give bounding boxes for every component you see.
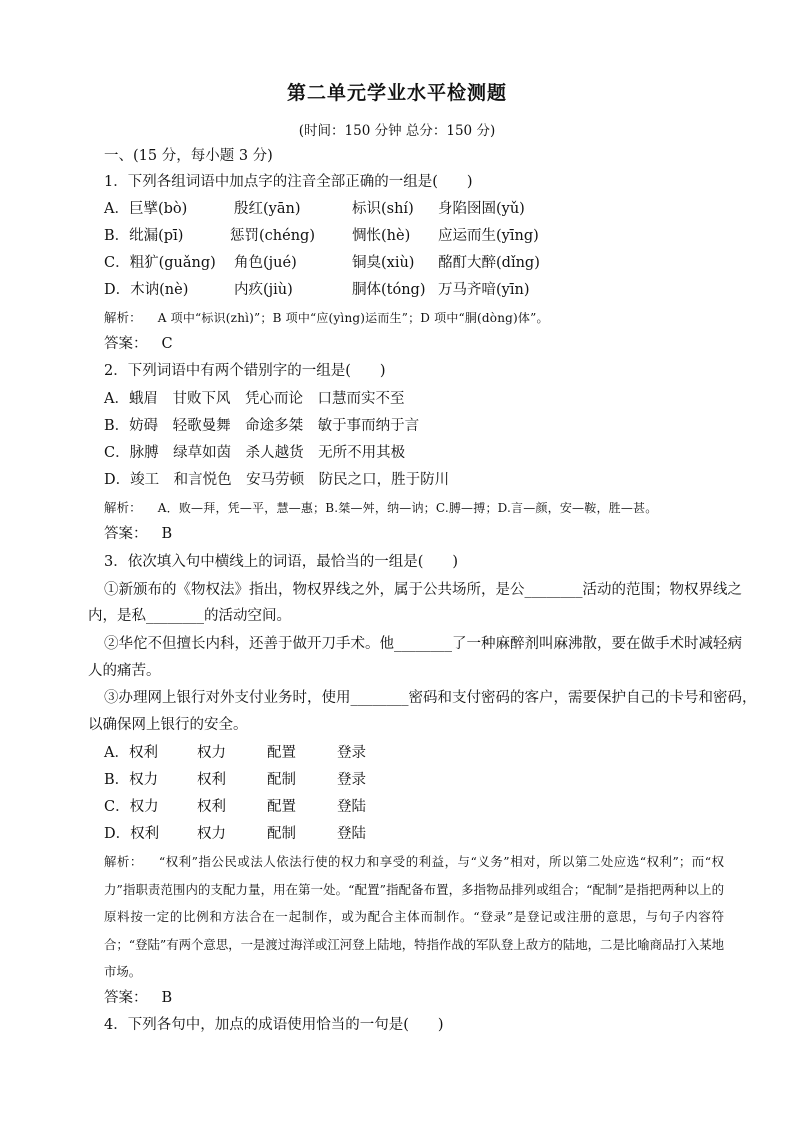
- q3-option-b-word4: 登录: [337, 772, 366, 788]
- answer-value: B: [161, 990, 173, 1006]
- q3-sentence-1-line-1: ①新颁布的《物权法》指出，物权界线之外，属于公共场所，是公________活动的范围；物权界线之: [104, 582, 742, 598]
- q3-sentence-3-line-2: 以确保网上银行的安全。: [88, 717, 248, 733]
- analysis-text: A．败—拜，凭—平，慧—惠；B.桀—舛，纳—讷；C.膊—搏；D.言—颜，安—鞍，胜—甚。: [157, 501, 658, 515]
- q3-option-d-word4: 登陆: [337, 826, 366, 842]
- q3-option-a-word4: 登录: [337, 745, 366, 761]
- q1-option-c-word4: 酩酊大醉(dǐng): [438, 255, 540, 271]
- answer-value: C: [161, 336, 173, 352]
- q1-option-a-word3: 标识(shí): [352, 201, 414, 217]
- q2-option-b: B．妨碍 轻歌曼舞 命途多桀 敏于事而纳于言: [104, 418, 420, 434]
- q3-sentence-1-line-2: 内，是私________的活动空间。: [88, 608, 291, 624]
- q3-option-a-word2: 权力: [197, 745, 226, 761]
- q3-option-d-word3: 配制: [267, 826, 296, 842]
- page-title: 第二单元学业水平检测题: [286, 82, 507, 104]
- question-1-analysis: [104, 308, 549, 328]
- q3-option-c-word3: 配置: [267, 799, 296, 815]
- q1-option-b-word1: B．纰漏(pī): [104, 228, 184, 244]
- question-2-stem: 2．下列词语中有两个错别字的一组是( ): [104, 363, 386, 379]
- q1-option-c-word3: 铜臭(xiù): [352, 255, 415, 271]
- q3-sentence-2-line-1: ②华佗不但擅长内科，还善于做开刀手术。他________了一种麻醉剂叫麻沸散，要在做手术时减轻病: [104, 636, 742, 652]
- analysis-label: 解析：: [104, 854, 143, 869]
- q3-option-c-word2: 权利: [197, 799, 226, 815]
- q3-option-d-word2: 权力: [197, 826, 226, 842]
- answer-value: B: [161, 526, 173, 542]
- q3-option-b-word3: 配制: [267, 772, 296, 788]
- question-3-answer: [104, 988, 172, 1008]
- answer-label: 答案：: [104, 336, 148, 352]
- q2-option-d: D．竣工 和言悦色 安马劳顿 防民之口，胜于防川: [104, 472, 450, 488]
- q1-option-b-word3: 惆怅(hè): [352, 228, 411, 244]
- q1-option-c-word1: C．粗犷(guǎng): [104, 255, 216, 271]
- answer-label: 答案：: [104, 990, 148, 1006]
- question-3-analysis: [104, 848, 724, 986]
- q3-sentence-3-line-1: ③办理网上银行对外支付业务时，使用________密码和支付密码的客户，需要保护自己的卡号和密码，: [104, 690, 757, 706]
- q1-option-d-word3: 胴体(tóng): [352, 282, 426, 298]
- q1-option-d-word1: D．木讷(nè): [104, 282, 189, 298]
- q1-option-a-word4: 身陷囹圄(yǔ): [438, 201, 525, 217]
- q1-option-a-word1: A．巨擘(bò): [104, 201, 188, 217]
- analysis-label: 解析：: [104, 310, 142, 325]
- q3-option-b-word2: 权利: [197, 772, 226, 788]
- question-2-answer: [104, 524, 172, 544]
- q3-option-c-word1: C．权力: [104, 799, 159, 815]
- answer-label: 答案：: [104, 526, 148, 542]
- q1-option-c-word2: 角色(jué): [234, 255, 297, 271]
- q3-option-a-word1: A．权利: [104, 745, 158, 761]
- question-3-stem: 3．依次填入句中横线上的词语，最恰当的一组是( ): [104, 554, 459, 570]
- q3-option-d-word1: D．权利: [104, 826, 160, 842]
- q1-option-a-word2: 殷红(yān): [234, 201, 301, 217]
- q1-option-b-word2: 惩罚(chéng): [230, 228, 315, 244]
- q3-option-b-word1: B．权力: [104, 772, 159, 788]
- question-4-stem: 4．下列各句中，加点的成语使用恰当的一句是( ): [104, 1017, 444, 1033]
- q2-option-c: C．脉膊 绿草如茵 杀人越货 无所不用其极: [104, 445, 406, 461]
- q3-option-c-word4: 登陆: [337, 799, 366, 815]
- section-heading: 一、(15 分，每小题 3 分): [104, 148, 273, 164]
- question-2-analysis: [104, 498, 657, 518]
- q2-option-a: A．蛾眉 甘败下风 凭心而论 口慧而实不至: [104, 391, 405, 407]
- question-1-answer: [104, 334, 173, 354]
- page-subtitle: (时间：150 分钟 总分：150 分): [298, 123, 496, 139]
- q3-sentence-2-line-2: 人的痛苦。: [88, 663, 161, 679]
- analysis-label: 解析：: [104, 500, 142, 515]
- q3-option-a-word3: 配置: [267, 745, 296, 761]
- question-1-stem: 1．下列各组词语中加点字的注音全部正确的一组是( ): [104, 174, 473, 190]
- q1-option-d-word4: 万马齐喑(yīn): [438, 282, 530, 298]
- q1-option-d-word2: 内疚(jiù): [234, 282, 293, 298]
- q1-option-b-word4: 应运而生(yīng): [438, 228, 539, 244]
- analysis-text: “权利”指公民或法人依法行使的权力和享受的利益，与“义务”相对，所以第二处应选“权利”；而“权力”指职责范围内的支配力量，用在第一处。“配置”指配备布置，多指物品排列或组合；“配制”是指把两种以上的原料按一定的比例和方法合在一起制作，或为配合主体而制作。“登录”是登记或注册的意思，与句子内容符合；“登陆”有两个意思，一是渡过海洋或江河登上陆地，特指作战的军队登上敌方的陆地，二是比喻商品打入某地市场。: [104, 854, 725, 980]
- analysis-text: A 项中“标识(zhì)”；B 项中“应(yìng)运而生”；D 项中“胴(dòng)体”。: [157, 311, 549, 325]
